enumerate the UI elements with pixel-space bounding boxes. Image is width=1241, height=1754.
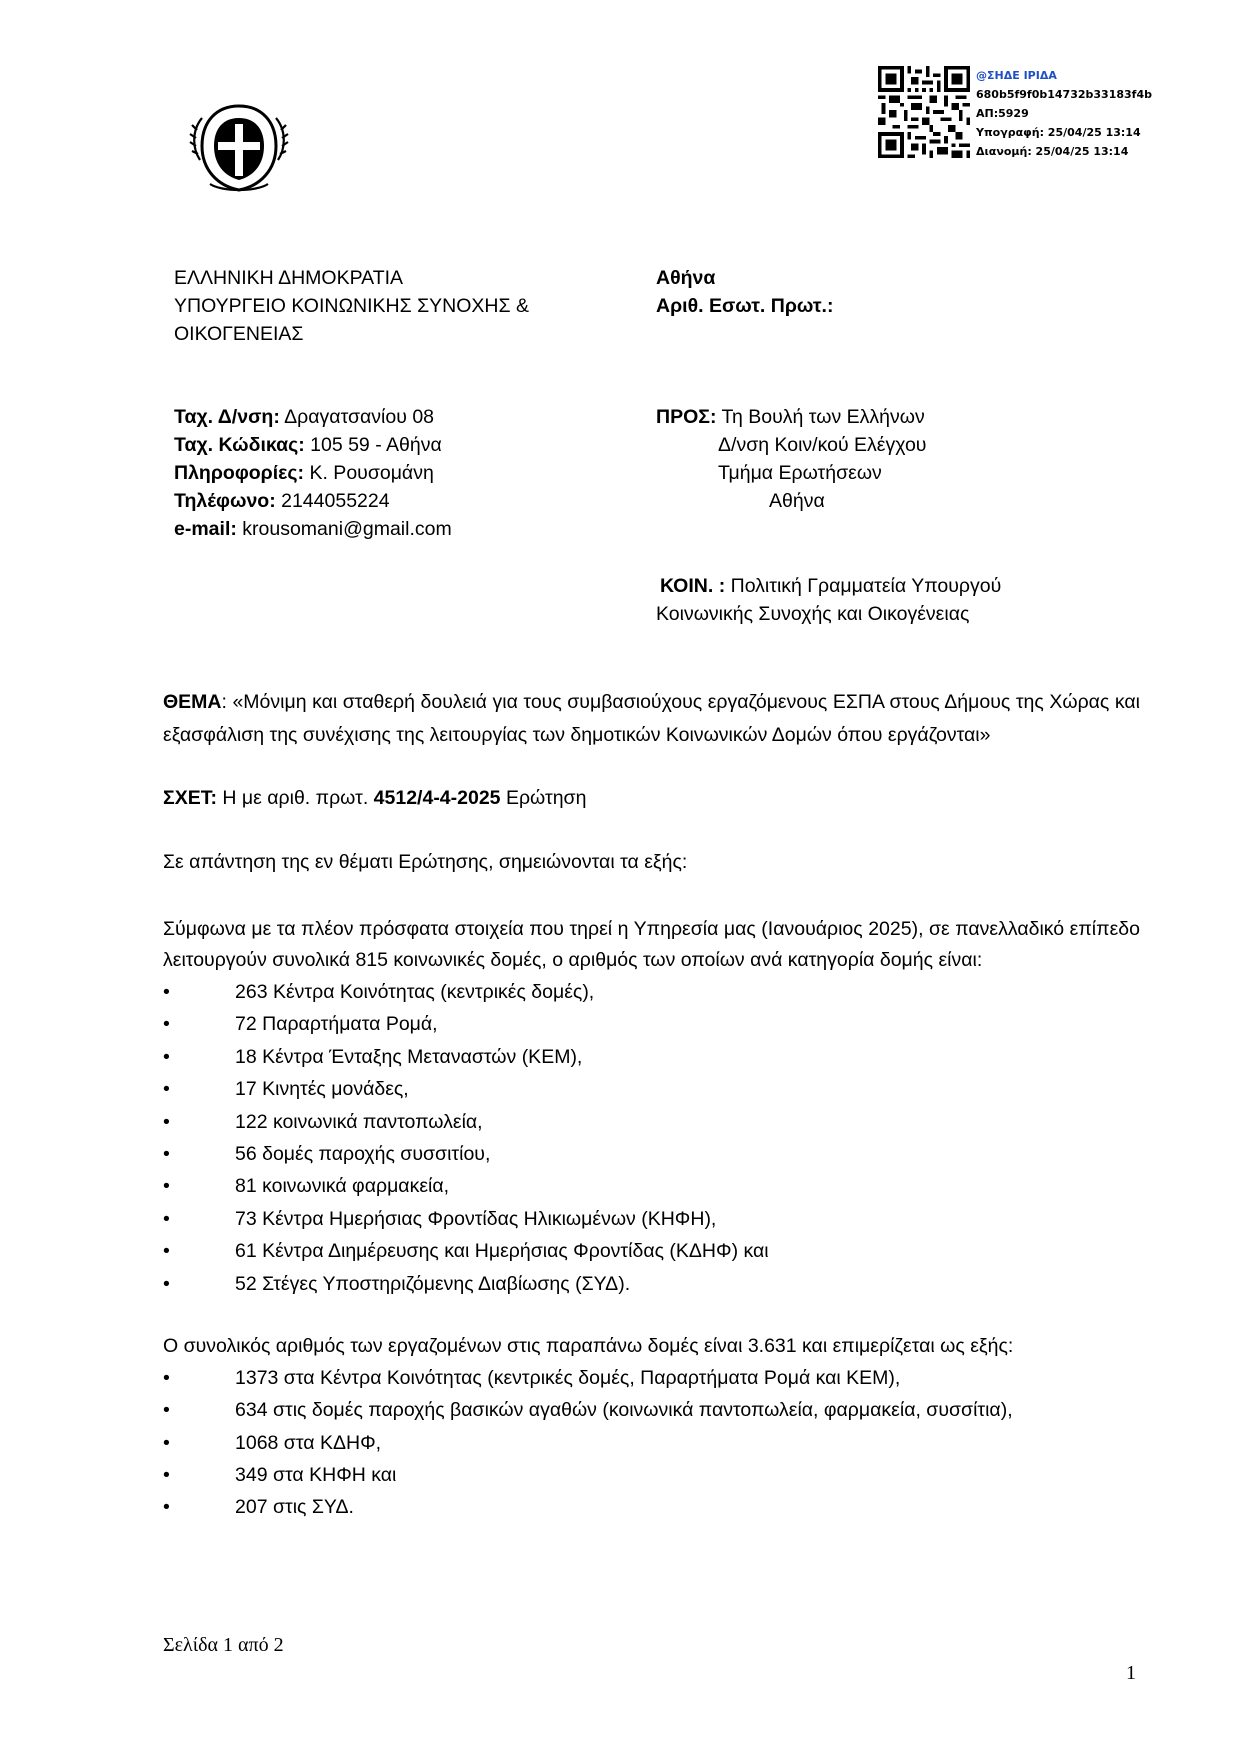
contact-value: 2144055224 [275,490,390,512]
bullet-marker: • [163,1110,170,1133]
list-item-text: 263 Κέντρα Κοινότητας (κεντρικές δομές), [235,981,595,1003]
bullet-marker: • [163,1207,170,1230]
list-item-text: 349 στα ΚΗΦΗ και [235,1464,397,1487]
reference-label: ΣΧΕΤ: [163,787,217,809]
stamp-document-id: 680b5f9f0b14732b33183f4b [976,88,1152,101]
letter-body [163,686,1140,1526]
contact-label: Πληροφορίες: [174,462,305,484]
contact-value: Δραγατσανίου 08 [279,406,435,428]
list-item [163,1270,1140,1302]
list-item [163,1461,1140,1493]
list-item [163,1108,1140,1140]
list-item [163,1075,1140,1107]
contact-details [174,403,594,543]
recipient-line: Τμήμα Ερωτήσεων [718,462,882,484]
city-label: Αθήνα [656,267,716,289]
issuer-line: ΕΛΛΗΝΙΚΗ ΔΗΜΟΚΡΑΤΙΑ [174,267,404,289]
contact-label: Ταχ. Κώδικας: [174,434,305,456]
list-item [163,1429,1140,1461]
list-item [163,1140,1140,1172]
bullet-marker: • [163,1240,170,1263]
list-item [163,1237,1140,1269]
structures-intro-paragraph: Σύμφωνα με τα πλέον πρόσφατα στοιχεία που τηρεί η Υπηρεσία μας (Ιανουάριος 2025), σε πανελλαδικό επίπεδο λειτουργούν συνολικά 815 κοινωνικές δομές, ο αριθμός των οποίων ανά κατηγορία δομής είναι: [163,918,1140,971]
contact-label: Τηλέφωνο: [174,490,276,512]
subject-paragraph [163,686,1140,752]
list-item-text: 81 κοινωνικά φαρμακεία, [235,1175,450,1198]
stamp-signature-date: Υπογραφή: 25/04/25 13:14 [976,126,1141,139]
list-item-text: 73 Κέντρα Ημερήσιας Φροντίδας Ηλικιωμένων (ΚΗΦΗ), [235,1207,717,1230]
list-item-text: 61 Κέντρα Διημέρευσης και Ημερήσιας Φροντίδας (ΚΔΗΦ) και [235,1240,769,1263]
copy-to-line: Πολιτική Γραμματεία Υπουργού [725,575,1002,597]
contact-value: krousomani@gmail.com [236,518,452,540]
contact-phone [174,487,594,515]
recipient-label: ΠΡΟΣ: [656,406,717,428]
contact-label: e-mail: [174,518,237,540]
workers-list [163,1364,1140,1526]
list-item [163,1493,1140,1525]
bullet-marker: • [163,1078,170,1101]
bullet-marker: • [163,1431,170,1454]
list-item-text: 207 στις ΣΥΔ. [235,1496,354,1519]
greek-coat-of-arms-emblem [188,100,290,194]
subject-text: : «Μόνιμη και σταθερή δουλειά για τους συμβασιούχους εργαζόμενους ΕΣΠΑ στους Δήμους της Χώρας και εξασφάλιση της συνέχισης της λειτουργίας των δημοτικών Κοινωνικών Δομών όπου εργάζονται» [163,691,1140,746]
recipient-line: Δ/νση Κοιν/κού Ελέγχου [718,434,927,456]
list-item-text: 1373 στα Κέντρα Κοινότητας (κεντρικές δομές, Παραρτήματα Ρομά και ΚΕΜ), [235,1366,901,1389]
contact-email [174,515,594,543]
reference-number: 4512/4-4-2025 [373,787,501,809]
list-item [163,1043,1140,1075]
list-item [163,1396,1140,1428]
list-item-text: 56 δομές παροχής συσσιτίου, [235,1142,491,1165]
contact-postcode [174,431,594,459]
protocol-label: Αριθ. Εσωτ. Πρωτ.: [656,295,834,317]
bullet-marker: • [163,1175,170,1198]
location-protocol-block [656,264,1076,320]
issuer-block [174,264,594,348]
issuer-line: ΥΠΟΥΡΓΕΙΟ ΚΟΙΝΩΝΙΚΗΣ ΣΥΝΟΧΗΣ & [174,295,529,317]
copy-to-label: ΚΟΙΝ. : [660,575,726,597]
subject-label: ΘΕΜΑ [163,691,222,713]
list-item [163,1364,1140,1396]
structures-list [163,978,1140,1302]
stamp-distribution-date: Διανομή: 25/04/25 13:14 [976,145,1129,158]
contact-address [174,403,594,431]
list-item-text: 18 Κέντρα Ένταξης Μεταναστών (ΚΕΜ), [235,1045,583,1068]
reference-text: Ερώτηση [500,787,587,809]
contact-label: Ταχ. Δ/νση: [174,406,280,428]
list-item-text: 1068 στα ΚΔΗΦ, [235,1431,382,1454]
list-item-text: 122 κοινωνικά παντοπωλεία, [235,1110,483,1133]
bullet-marker: • [163,981,170,1003]
page-footer-label: Σελίδα 1 από 2 [163,1634,284,1656]
list-item-text: 634 στις δομές παροχής βασικών αγαθών (κοινωνικά παντοπωλεία, φαρμακεία, συσσίτια), [235,1399,1013,1422]
workers-intro-paragraph: Ο συνολικός αριθμός των εργαζομένων στις παραπάνω δομές είναι 3.631 και επιμερίζεται ως εξής: [163,1334,1014,1357]
bullet-marker: • [163,1013,170,1036]
contact-value: 105 59 - Αθήνα [304,434,442,456]
bullet-marker: • [163,1142,170,1165]
page-number: 1 [1126,1662,1136,1684]
reference-text: Η με αριθ. πρωτ. [216,787,374,809]
list-item-text: 52 Στέγες Υποστηριζόμενης Διαβίωσης (ΣΥΔ). [235,1272,631,1295]
bullet-marker: • [163,1045,170,1068]
issuer-line: ΟΙΚΟΓΕΝΕΙΑΣ [174,323,304,345]
bullet-marker: • [163,1496,170,1519]
digital-signature-stamp [878,66,1178,161]
copy-to-line: Κοινωνικής Συνοχής και Οικογένειας [656,603,970,625]
bullet-marker: • [163,1464,170,1487]
copy-to-block [656,572,1136,628]
bullet-marker: • [163,1366,170,1389]
list-item [163,1010,1140,1042]
reference-line [163,784,1140,812]
recipient-line: Τη Βουλή των Ελλήνων [716,406,925,428]
recipient-line: Αθήνα [769,490,825,512]
list-item-text: 72 Παραρτήματα Ρομά, [235,1013,438,1036]
contact-value: Κ. Ρουσομάνη [304,462,434,484]
stamp-system-label: @ΣΗΔΕ ΙΡΙΔΑ [976,69,1057,82]
intro-paragraph: Σε απάντηση της εν θέματι Ερώτησης, σημειώνονται τα εξής: [163,851,688,873]
bullet-marker: • [163,1272,170,1295]
contact-info-person [174,459,594,487]
list-item-text: 17 Κινητές μονάδες, [235,1078,409,1101]
qr-code-icon [878,66,970,158]
recipient-block [656,403,1136,515]
bullet-marker: • [163,1399,170,1422]
list-item [163,1205,1140,1237]
stamp-protocol-number: ΑΠ:5929 [976,107,1029,120]
list-item [163,978,1140,1010]
list-item [163,1172,1140,1204]
